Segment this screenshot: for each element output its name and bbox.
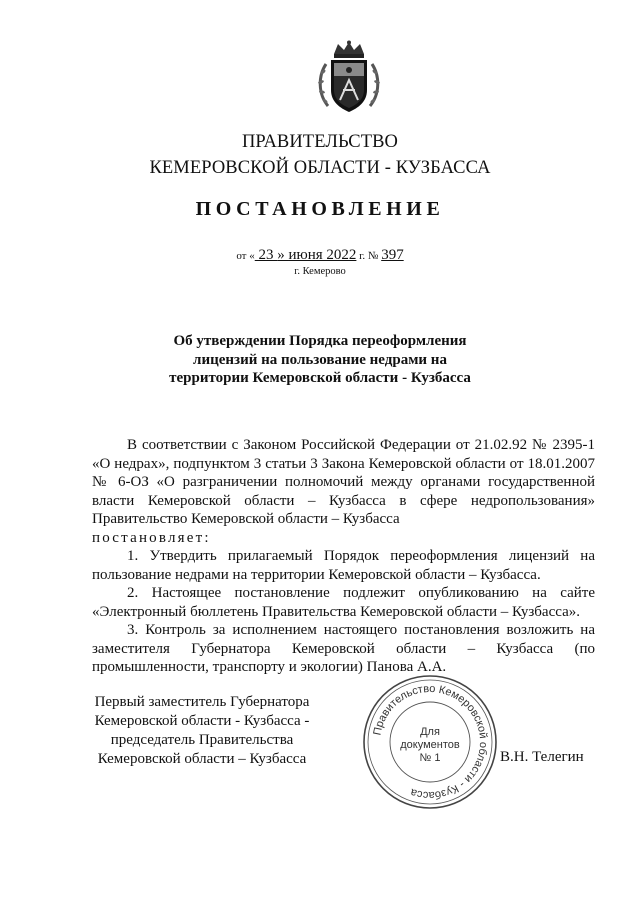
body-item-1: 1. Утвердить прилагаемый Порядок переоформления лицензий на пользование недрами на территории Кемеровской области – Кузбасса.	[92, 548, 595, 583]
signatory-line1: Первый заместитель Губернатора	[94, 694, 310, 710]
date-mid: »	[277, 247, 289, 263]
date-year-suffix: г. №	[356, 250, 382, 262]
signatory-line3: председатель Правительства	[110, 732, 294, 748]
signatory-position	[82, 693, 322, 769]
decree-word: постановляет:	[92, 529, 211, 546]
seal-ring-text: Правительство Кемеровской области - Кузбасса	[371, 682, 490, 802]
document-body	[92, 436, 595, 677]
date-day: 23	[254, 247, 278, 263]
signatory-line4: Кемеровской области – Кузбасса	[97, 751, 307, 767]
subject-line3: территории Кемеровской области - Кузбасса	[169, 370, 471, 386]
body-item-3: 3. Контроль за исполнением настоящего постановления возложить на заместителя Губернатора Кемеровской области – Кузбасса (по промышленности, транспорту и экологии) Панова А.А.	[92, 622, 595, 675]
date-number-line	[0, 247, 640, 264]
subject-line2: лицензий на пользование недрами на	[193, 351, 447, 368]
document-number: 397	[381, 247, 404, 263]
coat-of-arms-icon	[316, 40, 382, 114]
seal-center-line2: документов	[400, 739, 460, 751]
org-name-line1: ПРАВИТЕЛЬСТВО	[241, 132, 399, 152]
document-subject	[140, 332, 500, 388]
seal-center-line3: № 1	[419, 752, 441, 764]
city-name: г. Кемерово	[294, 266, 346, 277]
signatory-line2: Кемеровской области - Кузбасса -	[94, 713, 310, 729]
subject-line1: Об утверждении Порядка переоформления	[173, 333, 467, 349]
signatory-name: В.Н. Телегин	[500, 749, 584, 765]
seal-center-line1: Для	[420, 726, 440, 738]
date-prefix: от «	[236, 250, 255, 262]
org-name-line2: КЕМЕРОВСКОЙ ОБЛАСТИ - КУЗБАССА	[149, 158, 491, 178]
document-type-title: ПОСТАНОВЛЕНИЕ	[195, 198, 445, 220]
body-item-2: 2. Настоящее постановление подлежит опубликованию на сайте «Электронный бюллетень Правительства Кемеровской области – Кузбасса».	[92, 585, 595, 620]
date-month-year: июня 2022	[288, 247, 357, 263]
body-preamble: В соответствии с Законом Российской Федерации от 21.02.92 № 2395-1 «О недрах», подпунктом 3 статьи 3 Закона Кемеровской области от 18.01.2007 № 6-ОЗ «О разграничении полномочий между органами государственной власти Кемеровской области – Кузбасса в сфере недропользования» Правительство Кемеровской области – Кузбасса	[92, 437, 595, 527]
official-seal	[360, 672, 500, 812]
